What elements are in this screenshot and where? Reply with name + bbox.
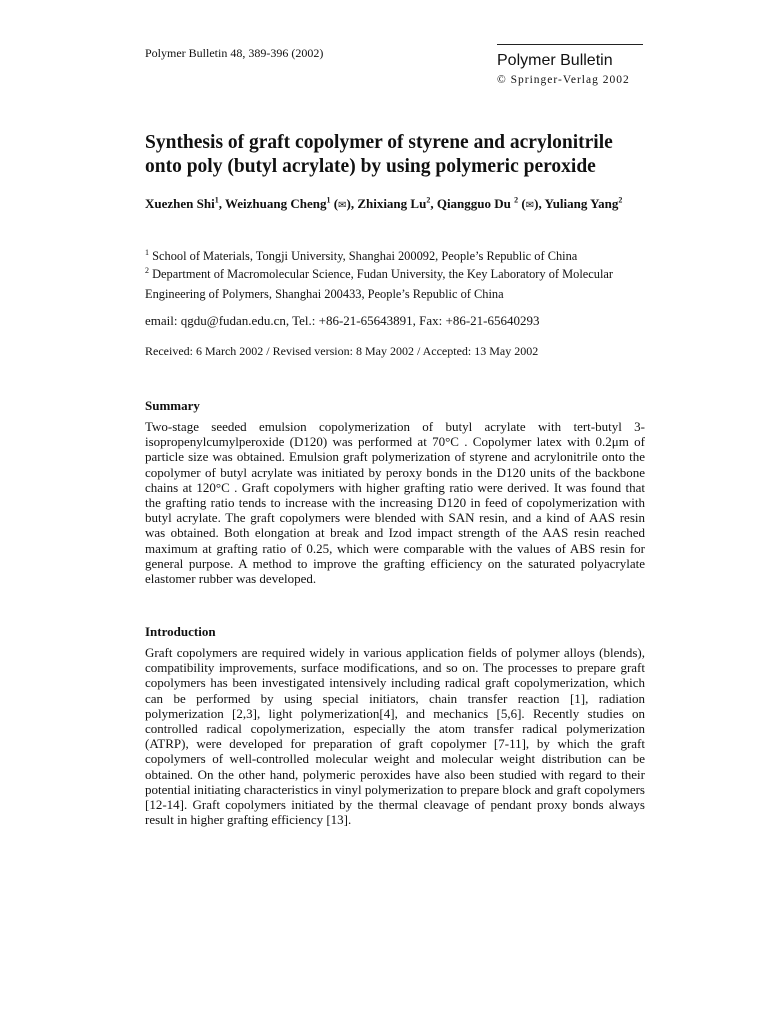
introduction-heading: Introduction <box>145 624 216 639</box>
author-name: Xuezhen Shi <box>145 196 215 211</box>
affiliation-marker: 1 <box>326 195 331 205</box>
envelope-icon: ✉ <box>525 200 535 211</box>
author-name: Yuliang Yang <box>544 196 619 211</box>
author-list: Xuezhen Shi$^1$, Weizhuang Cheng$^1$ (✉), Zhixiang Lu$^2$, Qiangguo Du $^2$ (✉), Yuliang Yang$^2$ <box>145 195 623 211</box>
author <box>545 196 623 211</box>
summary-heading: Summary <box>145 398 200 413</box>
journal-reference: Polymer Bulletin 48, 389-396 (2002) <box>145 46 324 60</box>
affiliation-marker: 2 <box>514 195 519 205</box>
author-name: Zhixiang Lu <box>357 196 427 211</box>
envelope-icon: ✉ <box>338 200 347 211</box>
introduction-text: Graft copolymers are required widely in various application fields of polymer alloys (blends), compatibility improvements, surface modifications, and so on. The processes to prepare graft copolymers has been investigated intensively including radical graft copolymerization, which can be performed by using special initiators, chain transfer reaction [1], radiation polymerization [2,3], light polymerization[4], and mechanics [5,6]. Recently studies on controlled radical copolymerization, especially the atom transfer radical polymerization (ATRP), were developed for preparation of graft copolymer [7-11], by which the graft copolymers of well-controlled molecular weight and molecular weight distribution can be obtained. On the other hand, polymeric peroxides have also been studied with regard to their potential initiating characteristics in vinyl polymerization to prepare block and graft copolymers [12-14]. Graft copolymers initiated by the thermal cleavage of pendant proxy bonds always result in higher grafting efficiency [13]. <box>145 645 645 828</box>
author <box>357 196 430 211</box>
author: Weizhuang Cheng$^1$ (✉) <box>224 195 351 211</box>
author-name: Weizhuang Cheng <box>224 196 327 211</box>
copyright-notice: © Springer-Verlag 2002 <box>497 74 630 86</box>
contact-info: email: qgdu@fudan.edu.cn, Tel.: +86-21-65643891, Fax: +86-21-65640293 <box>145 313 540 328</box>
affiliation-marker: 2 <box>426 195 431 205</box>
publication-dates: Received: 6 March 2002 / Revised version: 8 May 2002 / Accepted: 13 May 2002 <box>145 344 539 358</box>
journal-name: Polymer Bulletin <box>497 52 613 69</box>
publisher-brand <box>497 44 643 86</box>
author-name: Qiangguo Du <box>436 196 511 211</box>
affiliation-marker: 2 <box>618 195 623 205</box>
affiliation-number: 1 <box>145 247 149 257</box>
paper-title: Synthesis of graft copolymer of styrene and acrylonitrile onto poly (butyl acrylate) by using polymeric peroxide <box>145 132 613 177</box>
affiliation-text: Department of Macromolecular Science, Fudan University, the Key Laboratory of Molecular Engineering of Polymers, Shanghai 200433, People’s Republic of China <box>145 267 614 301</box>
affiliation-text: School of Materials, Tongji University, Shanghai 200092, People’s Republic of China <box>152 249 578 263</box>
affiliation-number: 2 <box>145 265 149 275</box>
affiliation-2 <box>145 264 645 304</box>
summary-text: Two-stage seeded emulsion copolymerization of butyl acrylate with tert-butyl 3-isopropenylcumylperoxide (D120) was performed at 70°C . Copolymer latex with 0.2μm of particle size was obtained. Emulsion graft polymerization of styrene and acrylonitrile onto the copolymer of butyl acrylate was initiated by peroxy bonds in the D120 units of the backbone chains at 120°C . Graft copolymers with higher grafting ratio were derived. It was found that the grafting ratio tends to increase with the increasing D120 in feed of copolymerization with butyl acrylate. The graft copolymers were blended with SAN resin, and a kind of AAS resin was obtained. Both elongation at break and Izod impact strength of the AAS resin reached maximum at grafting ratio of 0.25, which were comparable with the values of ABS resin for general purpose. A method to improve the grafting efficiency on the saturated polyacrylate elastomer rubber was developed. <box>145 419 645 587</box>
author: Qiangguo Du $^2$ (✉) <box>436 195 539 211</box>
affiliation-marker: 1 <box>214 195 219 205</box>
author <box>145 196 219 211</box>
affiliation-1 <box>145 246 645 266</box>
